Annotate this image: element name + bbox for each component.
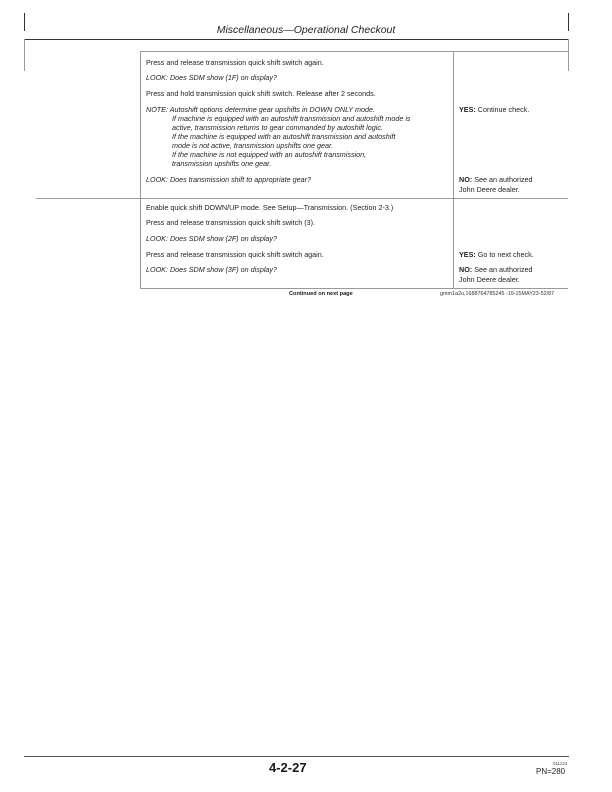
- table-bottom-rule: [140, 288, 568, 289]
- result-no: [459, 265, 533, 274]
- step-text: Press and hold transmission quick shift switch. Release after 2 seconds.: [146, 89, 376, 98]
- pn-label: PN=280: [536, 767, 566, 776]
- continued-note: Continued on next page: [289, 291, 353, 297]
- table-left-border: [24, 39, 25, 71]
- result-text: See an authorized: [474, 265, 533, 274]
- table-right-border: [568, 39, 569, 71]
- page-header-title: Miscellaneous—Operational Checkout: [216, 24, 396, 36]
- result-text-cont: John Deere dealer.: [459, 185, 520, 194]
- result-yes: [459, 105, 529, 114]
- row-separator: [36, 198, 568, 199]
- note-line: If machine is equipped with an autoshift transmission and autoshift mode is: [172, 114, 411, 123]
- table-top-rule: [140, 51, 568, 52]
- result-text: Go to next check.: [477, 250, 534, 259]
- step-look: LOOK: Does transmission shift to appropriate gear?: [146, 175, 311, 184]
- page-number: 4-2-27: [269, 760, 307, 775]
- step-look: LOOK: Does SDM show (2F) on display?: [146, 234, 278, 243]
- result-yes: [459, 250, 534, 259]
- result-no: [459, 175, 533, 184]
- result-text: See an authorized: [474, 175, 533, 184]
- note-line: If the machine is equipped with an autoshift transmission and autoshift: [172, 132, 396, 141]
- note-line: NOTE: Autoshift options determine gear upshifts in DOWN ONLY mode.: [146, 105, 376, 114]
- step-text: Press and release transmission quick shift switch (3).: [146, 218, 315, 227]
- step-look: LOOK: Does SDM show (3F) on display?: [146, 265, 278, 274]
- document-code: gmm1a2u,1688764785245 -19-15MAY23-52/87: [440, 291, 555, 297]
- result-key: NO:: [459, 265, 473, 274]
- step-text: Press and release transmission quick shift switch again.: [146, 250, 324, 259]
- result-key: YES:: [459, 250, 476, 259]
- result-text: Continue check.: [477, 105, 530, 114]
- result-key: NO:: [459, 175, 473, 184]
- note-line: active, transmission returns to gear commanded by autoshift logic.: [172, 123, 383, 132]
- note-line: If the machine is not equipped with an autoshift transmission,: [172, 150, 367, 159]
- step-text: Press and release transmission quick shift switch again.: [146, 58, 324, 67]
- result-column-divider: [453, 51, 454, 288]
- result-key: YES:: [459, 105, 476, 114]
- footer-rule: [24, 756, 569, 757]
- result-text-cont: John Deere dealer.: [459, 275, 520, 284]
- step-column-divider: [140, 51, 141, 288]
- step-text: Enable quick shift DOWN/UP mode. See Setup—Transmission. (Section 2-3.): [146, 203, 394, 212]
- note-line: mode is not active, transmission upshifts one gear.: [172, 141, 334, 150]
- header-rule: [24, 39, 569, 40]
- revision-code: 011224: [553, 761, 568, 766]
- step-look: LOOK: Does SDM show (1F) on display?: [146, 73, 278, 82]
- note-line: transmission upshifts one gear.: [172, 159, 272, 168]
